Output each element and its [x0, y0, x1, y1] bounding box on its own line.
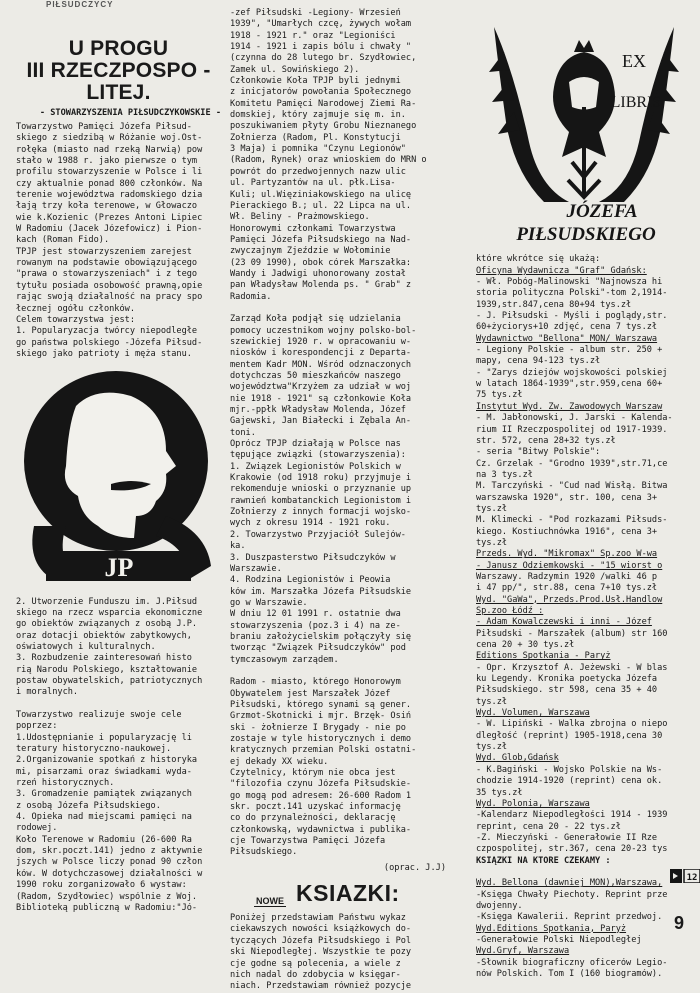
text-line: Sp.zoo Łódź : [476, 606, 544, 616]
text-line: Wyd.Gryf, Warszawa [476, 946, 570, 957]
text-line: Piłsudskiego. [230, 847, 298, 858]
books-label: KSIAZKI: [296, 880, 400, 907]
text-line: co do przynależności, deklarację [230, 813, 396, 824]
text-line: (Radom, Rynek) oraz wnioskiem do MRN o [230, 155, 427, 166]
text-line: 1918 - 1921 r." oraz "Legioniści [230, 30, 396, 41]
exlibris-emblem [484, 12, 684, 244]
text-line: Wyd. Bellona (dawniej MON),Warszawa, [476, 878, 663, 889]
text-line: niach. Przedstawiam również pozycje [230, 981, 412, 992]
text-line: - Adam Kowalczewski i inni - Józef [476, 617, 652, 628]
text-line: Editions Spotkania - Paryż [476, 651, 611, 662]
text-line: powrót do przedwojennych nazw ulic [230, 166, 406, 177]
text-line: tyczących Józefa Piłsudskiego i Pol [230, 935, 412, 946]
text-line: 1. Popularyzacja twórcy niepodległe [16, 326, 198, 337]
text-line [16, 699, 221, 710]
text-line: cena 20 + 30 tys.zł [476, 640, 575, 651]
text-line: 1990 roku zorganizowało 6 wystaw: [16, 880, 187, 891]
text-line: str. 572, cena 28+32 tys.zł [476, 435, 616, 446]
text-line: rowanym na podstawie obowiązującego [16, 258, 198, 269]
text-line: na 3 tys.zł [476, 469, 533, 480]
text-line: 1939,str.847,cena 80+94 tys.zł [476, 299, 632, 310]
text-line: Żołnierza (Radom, Pl. Konstytucji [230, 132, 401, 143]
text-line: Komitetu Pamięci Narodowej Ziemi Ra- [230, 98, 417, 109]
text-line: -Z. Mieczyński - Generałowie II Rze [476, 832, 658, 843]
text-line: Wydawnictwo "Bellona" MON/ Warszawa [476, 333, 658, 344]
text-line: ski - żołnierze I Brygady - nie po [230, 722, 406, 733]
text-line: skr. poczt.141 uzyskać informację [230, 802, 401, 813]
text-line: tępujące związki (stowarzyszenia): [230, 450, 406, 461]
middle-text [230, 8, 466, 859]
text-line: W Radomiu (Jacek Józefowicz) i Pion- [16, 224, 203, 235]
text-line: 1. Związek Legionistów Polskich w [230, 461, 401, 472]
text-line: Piłsudskiego. str 598, cena 35 + 40 [476, 685, 658, 696]
text-line: Biblioteką publiczną w Radomiu:"Jó- [16, 902, 198, 913]
text-line: ku Legendy. Kronika poetycka Józefa [476, 674, 658, 685]
text-line: ków. W dotychczasowej działalności w [16, 868, 203, 879]
text-line: kratycznych przemian Polski ostatni- [230, 745, 417, 756]
text-line: które wkrótce się ukażą: [476, 254, 601, 265]
text-line: jszych w Polsce liczy ponad 90 człon [16, 857, 203, 868]
text-line: rium II Rzeczpospolitej od 1917-1939. [476, 424, 668, 435]
text-line: Koło Terenowe w Radomiu (26-600 Ra [16, 834, 192, 845]
text-line: M. Tarczyński - "Cud nad Wisłą. Bitwa [476, 481, 668, 492]
text-line: -Generałowie Polski Niepodległej [476, 934, 642, 945]
exlibris-libris: LIBRIS [610, 94, 662, 111]
silhouette-monogram: JP [104, 553, 134, 583]
column-right [476, 8, 690, 980]
text-line: Piłsudski, którego synami są gener. [230, 699, 412, 710]
text-line: 1914 - 1921 i zapis bólu i chwały " [230, 42, 412, 53]
text-line: Obywatelem jest Marszałek Józef [230, 688, 391, 699]
text-line: niosków i korespondencji z Departa- [230, 348, 412, 359]
text-line: Wyd. Glob,Gdańsk [476, 753, 559, 764]
article-subtitle: - STOWARZYSZENIA PIŁSUDCZYKOWSKIE - [39, 108, 221, 118]
text-line: Wandy i Jadwigi uhonorowany został [230, 268, 406, 279]
text-line: Żołnierzy z innych formacji wojsko- [230, 507, 412, 518]
column-left [16, 8, 221, 914]
text-line: Cz. Grzelak - "Grodno 1939",str.71,ce [476, 458, 668, 469]
text-line: profilu stowarzyszenie w Polsce i li [16, 167, 203, 178]
text-line: szewickiej 1920 r. w opracowaniu w- [230, 336, 412, 347]
text-line: dotychczas 50 mieszkańców naszego [230, 371, 401, 381]
text-line: czpospolitej, str.367, cena 20-23 tys [476, 844, 668, 855]
text-line: 60+życiorys+10 zdjęć, cena 7 tys.zł [476, 322, 658, 333]
text-line: tys.zł [476, 696, 508, 707]
text-line: 2. Towarzystwo Przyjaciół Sulejów- [230, 529, 406, 540]
text-line: toni. [230, 427, 256, 438]
text-line: Grzmot-Skotnicki i mjr. Brzęk- Osiń [230, 711, 412, 722]
text-line: reprint, cena 20 - 22 tys.zł [476, 821, 621, 832]
text-line: oraz dotacji obiektów zabytkowych, [16, 630, 192, 641]
book-list [476, 254, 690, 980]
text-line: czy aktualnie ponad 800 członków. Na [16, 178, 203, 189]
text-line: - K.Bagiński - Wojsko Polskie na Ws- [476, 764, 663, 775]
text-line: "prawa o stowarzyszeniach" i z tego [16, 269, 198, 280]
text-line: Warszawy. Radzymin 1920 /walki 46 p [476, 571, 658, 582]
text-line: z inicjatorów powołania Społecznego [230, 87, 412, 98]
text-line: stowarzyszenia (poz.3 i 4) na ze- [230, 620, 401, 631]
exlibris-name-top: JÓZEFA [566, 201, 638, 222]
text-line: wych z okresu 1914 - 1921 roku. [230, 518, 391, 529]
text-line: rekomenduje wnioski o przyznanie up [230, 484, 412, 495]
text-line: - W. Lipiński - Walka zbrojna o niepo [476, 719, 668, 730]
text-line: -Księga Chwały Piechoty. Reprint prze [476, 889, 668, 900]
text-line: dległość (reprint) 1905-1918,cena 30 [476, 730, 663, 741]
text-line: rawnień kombatanckich Legionistom i [230, 495, 412, 506]
text-line: pomocy uczestnikom wojny polsko-bol- [230, 325, 417, 336]
author-signature: (oprac. J.J) [383, 862, 446, 873]
text-line: Zarząd Koła podjął się udzielania [230, 314, 401, 325]
text-line: tytułu posiada osobowość prawną,opie [16, 280, 203, 291]
text-line: skiego z siedzibą w Różanie woj.Ost- [16, 133, 203, 144]
text-line: - "Zarys dziejów wojskowości polskiej [476, 367, 668, 378]
text-line: (23 09 1990), obok córek Marszałka: [230, 257, 412, 268]
text-line: Celem towarzystwa jest: [16, 314, 135, 325]
text-line: tymczasowym zarządem. [230, 654, 339, 665]
text-line: Oficyna Wydawnicza "Graf" Gdańsk: [476, 265, 647, 276]
text-line: domskiej, który zajmuje się m. in. [230, 110, 406, 121]
text-line: dom, skr.poczt.141) jedno z aktywnie [16, 846, 203, 857]
text-line: Wyd. "GaWa", Przeds.Prod.Usł.Handlow [476, 594, 663, 605]
text-line: Oprócz TPJP działają w Polsce nas [230, 439, 401, 450]
new-label: NOWE [256, 896, 284, 907]
text-line: Instytut Wyd. Zw. Zawodowych Warszaw [476, 401, 663, 412]
text-line: 1.Udostępnianie i popularyzację li [16, 732, 192, 743]
continue-page-ref: 12 [686, 873, 698, 883]
text-line: pan Władysław Molenda ps. " Grab" z [230, 280, 412, 291]
text-line: (czynna do 28 lutego br. Szydłowiec, [230, 53, 417, 64]
text-line: członkowską, wydawnictwa i publika- [230, 824, 412, 835]
text-line: nich nadal do zdobycia w księgar- [230, 969, 401, 980]
text-line: ka. [230, 541, 246, 552]
text-line: tys.zł [476, 742, 508, 753]
text-line [230, 666, 466, 677]
text-line: go obiektów związanych z osobą J.P. [16, 619, 198, 630]
text-line: ul. Partyzantów na ul. płk.Lisa- [230, 178, 396, 189]
text-line: Poniżej przedstawiam Państwu wykaz [230, 913, 406, 924]
text-line: rzeń historycznych. [16, 778, 115, 789]
text-line: ciekawszych nowości książkowych do- [230, 924, 412, 935]
goals-text [16, 597, 221, 915]
text-line: Wyd.Editions Spotkania, Paryż [476, 923, 627, 934]
text-line: Wyd. Polonia, Warszawa [476, 798, 590, 809]
text-line: Radom - miasto, którego Honorowym [230, 677, 401, 688]
text-line [476, 867, 690, 878]
text-line: województwa"Krzyżem za udział w woj [230, 382, 412, 393]
text-line: Towarzystwo realizuje swoje cele [16, 710, 182, 720]
column-middle [230, 8, 466, 993]
text-line: rołęka (miasto nad rzeką Narwią) pow [16, 144, 203, 155]
text-line: i moralnych. [16, 687, 79, 698]
text-line: Towarzystwo Pamięci Józefa Piłsud- [16, 122, 192, 132]
text-line: M. Klimecki - "Pod rozkazami Piłsuds- [476, 515, 668, 526]
text-line: KSIĄŻKI NA KTÓRE CZEKAMY : [476, 855, 611, 866]
text-line: -Słownik biograficzny oficerów Legio- [476, 957, 668, 968]
text-line: tworząc "Związek Piłsudczyków" pod [230, 643, 406, 654]
text-line: mjr.-ppłk Władysław Molenda, Józef [230, 405, 406, 416]
title-line: U PROGU [68, 37, 169, 60]
text-line: (Radom, Szydłowiec) wspólnie z Woj. [16, 891, 198, 902]
article-title [16, 38, 221, 104]
text-line: 3. Rozbudzenie zainteresowań histo [16, 653, 192, 664]
text-line: 4. Opieka nad miejscami pamięci na [16, 812, 192, 823]
text-line: -Kalendarz Niepodległości 1914 - 1939 [476, 810, 668, 821]
text-line: zwyczajnym Zjeździe w Wołominie [230, 246, 391, 257]
text-line: Piłsudski - Marszałek (album) str 160 [476, 628, 668, 639]
title-line: III RZECZPOSPO - [26, 59, 211, 82]
text-line: oświatowych i kulturalnych. [16, 641, 156, 652]
text-line: Członkowie Koła TPJP byli jednymi [230, 76, 401, 87]
text-line: Krakowie (od 1918 roku) przyjmuje i [230, 473, 412, 484]
books-intro-text [230, 913, 466, 992]
text-line: -zef Piłsudski -Legiony- Wrzesień [230, 8, 401, 18]
text-line: -Księga Kawalerii. Reprint przedwoj. [476, 912, 663, 923]
text-line: go w Warszawie. [230, 597, 308, 608]
text-line: 3. Duszpasterstwo Piłsudczyków w [230, 552, 396, 563]
text-line: - Wł. Pobóg-Malinowski "Najnowsza hi [476, 277, 663, 288]
new-books-heading [230, 880, 466, 907]
text-line: 35 tys.zł [476, 787, 523, 798]
pilsudski-silhouette-illustration [16, 366, 221, 588]
text-line: teratury historyczno-naukowej. [16, 744, 172, 755]
text-line: Warszawie. [230, 563, 282, 574]
text-line: - J. Piłsudski - Myśli i poglądy,str. [476, 311, 668, 322]
text-line: wie k.Kozienic (Prezes Antoni Lipiec [16, 212, 203, 223]
text-line: go państwa polskiego -Józefa Piłsud- [16, 337, 203, 348]
title-line: LITEJ. [86, 81, 151, 104]
text-line: poprzez: [16, 721, 58, 732]
text-line: postaw obywatelskich, patriotycznych [16, 675, 203, 686]
text-line: rając swoją działalność na pracy spo [16, 292, 203, 303]
text-line: ski Niepodległej. Wszystkie te pozy [230, 947, 412, 958]
text-line: ków im. Marszałka Józefa Piłsudskie [230, 586, 412, 597]
text-line: go mogą pod adresem: 26-600 Radom 1 [230, 790, 412, 801]
text-line: braniu założycielskim połączyły się [230, 631, 412, 642]
text-line: w latach 1864-1939",str.959,cena 60+ [476, 379, 663, 390]
continue-arrow-icon [670, 869, 700, 883]
text-line: poszukiwaniem płyty Grobu Nieznanego [230, 121, 417, 132]
text-line: cje godne są polecenia, a wiele z [230, 958, 401, 969]
text-line: cje Towarzystwa Pamięci Józefa [230, 836, 386, 847]
text-line: Pierackiego B.; ul. 22 Lipca na ul. [230, 200, 412, 211]
page-number: 9 [673, 913, 684, 933]
text-line: kiego. Kostiuchnówka 1916", cena 3+ [476, 526, 658, 537]
text-line: Gajewski, Jan Białecki i Zębala An- [230, 416, 412, 427]
text-line: łają trzy koła terenowe, w Głowaczo [16, 201, 198, 212]
text-line: storia polityczna Polski"-tom 2,1914- [476, 288, 668, 299]
text-line: - M. Jabłonowski, J. Jarski - Kalenda- [476, 413, 673, 424]
text-line: Kuli; ul.Więziniakowskiego na ulicę [230, 189, 412, 200]
text-line: mentem Kadr MON. Wśród odznaczonych [230, 359, 412, 370]
text-line: 4. Rodzina Legionistów i Peowia [230, 575, 391, 586]
text-line: Pamięci Józefa Piłsudskiego na Nad- [230, 234, 412, 245]
text-line: Wł. Beliny - Prażmowskiego. [230, 212, 370, 223]
text-line: ej dekady XX wieku. [230, 756, 329, 767]
text-line: "filozofia czynu Józefa Piłsudskie- [230, 779, 412, 790]
text-line: zostaje w tyle historycznych i demo [230, 734, 412, 744]
text-line: Radomia. [230, 291, 272, 302]
text-line: - Opr. Krzysztof A. Jeżewski - W blas [476, 662, 668, 673]
text-line: Przeds. Wyd. "Mikromax" Sp.zoo W-wa [476, 549, 658, 560]
exlibris-ex: EX [622, 51, 646, 71]
text-line: dwojenny. [476, 900, 523, 911]
text-line: nie 1918 - 1921" są członkowie Koła [230, 393, 412, 404]
text-line [230, 303, 466, 314]
text-line: - seria "Bitwy Polskie": [476, 447, 601, 458]
text-line: W dniu 12 01 1991 r. ostatnie dwa [230, 609, 401, 620]
text-line: tys.zł [476, 503, 508, 514]
text-line: 2. Utworzenie Funduszu im. J.Piłsud [16, 596, 198, 607]
text-line: z osobą Józefa Piłsudskiego. [16, 800, 161, 811]
text-line: terenie województwa radomskiego dzia [16, 190, 203, 201]
text-line: - Legiony Polskie - album str. 250 + [476, 345, 663, 356]
text-line: - Janusz Odziemkowski - "15 wiorst o [476, 560, 663, 571]
text-line: łecznej ogółu członków. [16, 303, 135, 314]
text-line: 3 Maja) i pomnika "Czynu Legionów" [230, 144, 406, 155]
text-line: Honorowymi członkami Towarzystwa [230, 223, 396, 234]
text-line: nów Polskich. Tom I (160 biogramów). [476, 969, 663, 979]
intro-text [16, 122, 221, 360]
text-line: mapy, cena 94-123 tys.zł [476, 356, 601, 367]
running-head: PIŁSUDCZYCY [46, 0, 114, 9]
text-line: skiego na rzecz wsparcia ekonomiczne [16, 607, 203, 618]
text-line: 1939", "Umarłych czcę, żywych wołam [230, 19, 412, 30]
exlibris-name-bottom: PIŁSUDSKIEGO [516, 224, 656, 244]
text-line: chodzie 1914-1920 (reprint) cena ok. [476, 776, 663, 787]
text-line: TPJP jest stowarzyszeniem zarejest [16, 246, 192, 257]
text-line: kach (Roman Fido). [16, 235, 110, 246]
text-line: Wyd. Volumen, Warszawa [476, 708, 590, 719]
text-line: i 47 pp/", str.88, cena 7+10 tys.zł [476, 583, 658, 594]
text-line: 75 tys.zł [476, 390, 523, 401]
text-line: tys.zł [476, 537, 508, 548]
text-line: Zamek ul. Sowińskiego 2). [230, 64, 360, 75]
text-line: skiego jako patrioty i męża stanu. [16, 348, 192, 359]
text-line: rią Narodu Polskiego, kształtowanie [16, 664, 198, 675]
text-line: warszawska 1920", str. 100, cena 3+ [476, 492, 658, 503]
text-line: stało w 1988 r. jako pierwsze o tym [16, 156, 198, 167]
text-line: 3. Gromadzenie pamiątek związanych [16, 789, 192, 800]
text-line: Czytelnicy, którym nie obca jest [230, 768, 396, 779]
text-line: 2.Organizowanie spotkań z historyka [16, 755, 198, 766]
text-line: rodowej. [16, 823, 58, 834]
text-line: mi, pisarzami oraz świadkami wyda- [16, 766, 192, 777]
